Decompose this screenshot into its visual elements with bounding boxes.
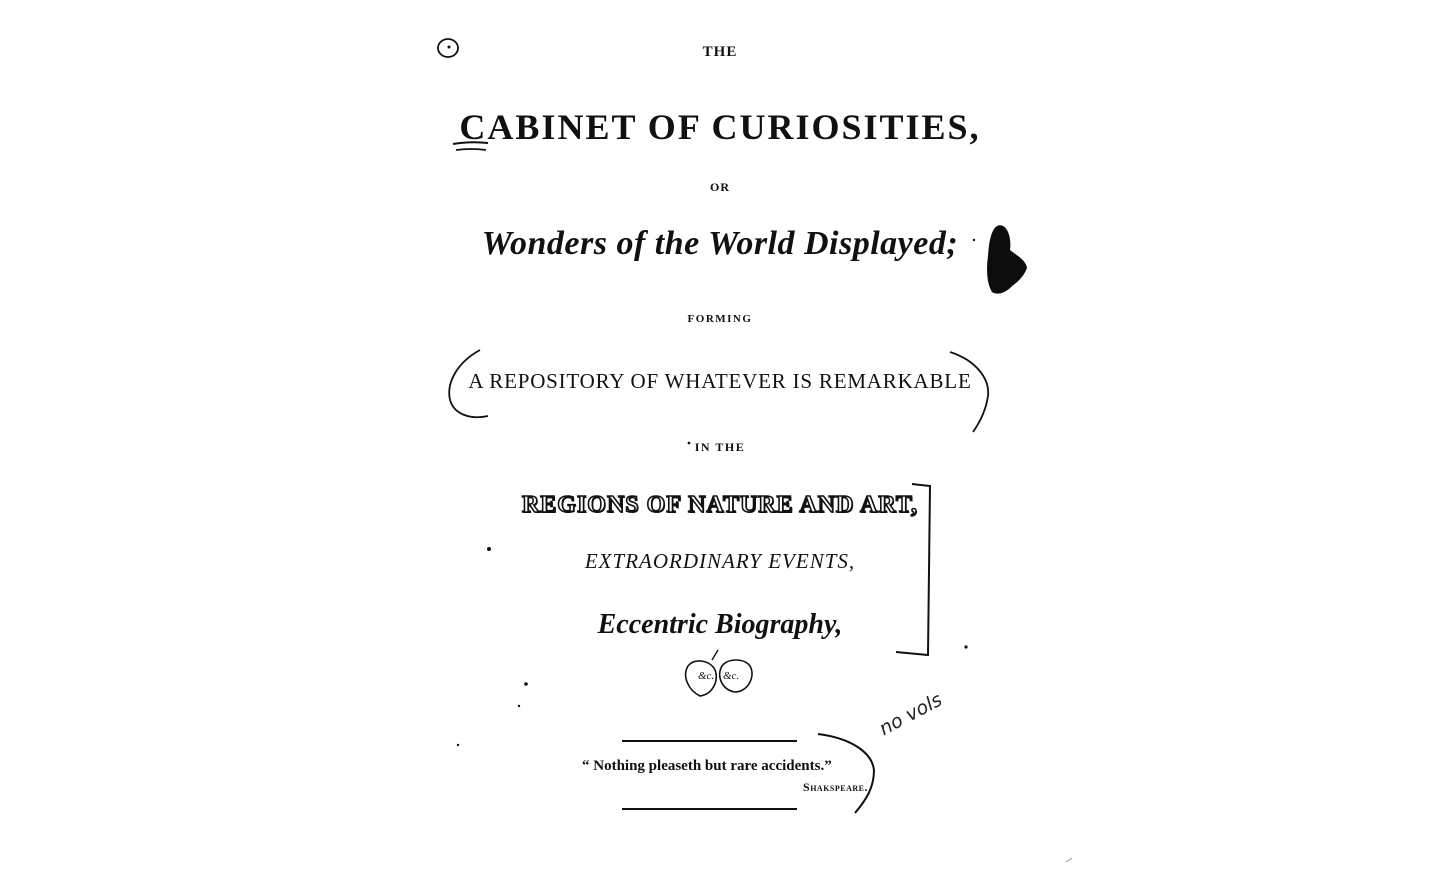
etc-second: &c. xyxy=(723,670,740,682)
subtitle: Wonders of the World Displayed; xyxy=(481,225,959,262)
etc-first: &c. xyxy=(698,670,715,682)
handwritten-note: no vols xyxy=(875,688,946,740)
forming-line: FORMING xyxy=(687,313,753,325)
pen-etc-loop-2 xyxy=(720,660,752,692)
pen-square-bracket xyxy=(896,484,930,655)
biography-line: Eccentric Biography, xyxy=(597,609,843,640)
main-title: CABINET OF CURIOSITIES, xyxy=(459,107,981,147)
motto-quote: “ Nothing pleaseth but rare accidents.” xyxy=(582,758,832,774)
conjunction-or: OR xyxy=(710,180,730,194)
pen-motto-bracket xyxy=(818,734,874,813)
heading-the: THE xyxy=(702,44,738,60)
pen-underline-mark xyxy=(453,142,488,144)
repository-line: A REPOSITORY OF WHATEVER IS REMARKABLE xyxy=(468,369,972,393)
pen-left-bracket xyxy=(449,350,488,417)
events-line: EXTRAORDINARY EVENTS, xyxy=(584,549,856,573)
pen-right-bracket xyxy=(950,352,988,432)
regions-line: REGIONS OF NATURE AND ART, xyxy=(521,492,919,518)
in-the-line: IN THE xyxy=(694,440,746,454)
pen-etc-loop-1 xyxy=(686,661,717,696)
motto-attribution: Shakspeare. xyxy=(803,780,868,794)
ink-blot xyxy=(987,225,1027,293)
